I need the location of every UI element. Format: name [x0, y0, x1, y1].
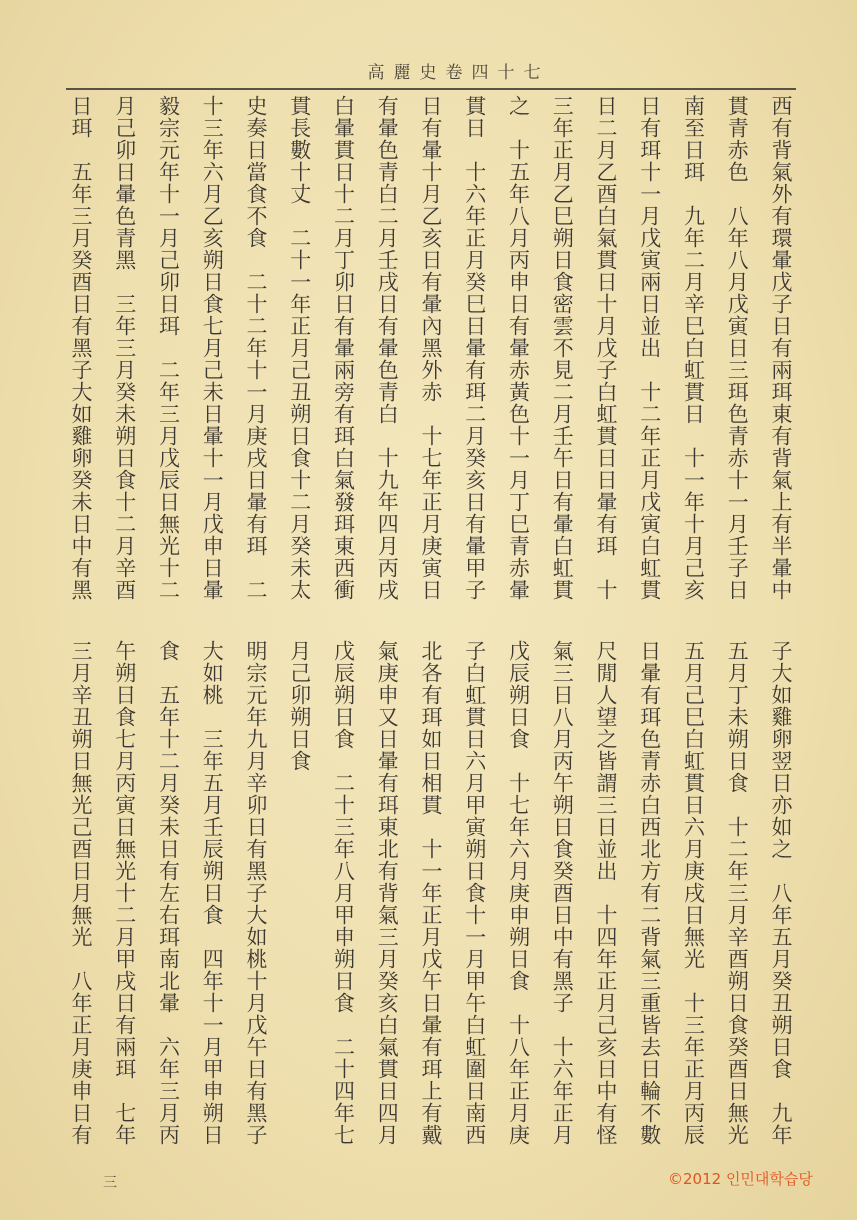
text-column: 白暈貫日十二月丁卯日有暈兩旁有珥白氣發珥東西衝: [331, 95, 356, 601]
text-column: 子白虹貫日六月甲寅朔日食十一月甲午白虹圍日南西: [462, 640, 487, 1146]
text-column: 子大如雞卵翌日亦如之 八年五月癸丑朔日食 九年: [769, 640, 793, 1146]
text-column: 戊辰朔日食 二十三年八月甲申朔日食 二十四年七: [331, 640, 356, 1146]
text-column: 大如桃 三年五月壬辰朔日食 四年十一月甲申朔日: [200, 640, 225, 1146]
text-column: 尺閒人望之皆謂三日並出 十四年正月己亥日中有怪: [594, 640, 618, 1146]
text-column: 月己卯日暈色青黑 三年三月癸未朔日食十二月辛酉: [112, 95, 137, 601]
text-column: 食 五年十二月癸未日有左右珥南北暈 六年三月丙: [156, 640, 181, 1146]
text-column: 日珥 五年三月癸酉日有黑子大如雞卵癸未日中有黑: [69, 95, 93, 601]
text-column: 貫青赤色 八年八月戊寅日三珥色青赤十一月壬子日: [725, 95, 750, 601]
text-column: 五月丁未朔日食 十二年三月辛酉朔日食癸酉日無光: [725, 640, 750, 1146]
text-column: 月己卯朔日食: [287, 640, 312, 772]
text-column: 午朔日食七月丙寅日無光十二月甲戌日有兩珥 七年: [112, 640, 137, 1146]
text-column: 貫長數十丈 二十一年正月己丑朔日食十二月癸未太: [287, 95, 312, 601]
text-block-bottom: [66, 640, 796, 1150]
text-column: 日有暈十月乙亥日有暈內黑外赤 十七年正月庚寅日: [419, 95, 443, 601]
text-column: 五月己巳白虹貫日六月庚戌日無光 十三年正月丙辰: [681, 640, 706, 1146]
text-column: 西有背氣外有環暈戊子日有兩珥東有背氣上有半暈中: [769, 95, 793, 601]
page-header: [0, 58, 857, 83]
text-column: 貫日 十六年正月癸巳日暈有珥二月癸亥日有暈甲子: [462, 95, 487, 601]
page-number: 三: [103, 1175, 117, 1191]
text-column: 日有珥十一月戊寅兩日並出 十二年正月戊寅白虹貫: [637, 95, 662, 601]
text-column: 史奏日當食不食 二十二年十一月庚戌日暈有珥 二: [244, 95, 268, 601]
text-column: 日暈有珥色青赤白西北方有二背氣三重皆去日輪不數: [637, 640, 662, 1146]
text-column: 南至日珥 九年二月辛巳白虹貫日 十一年十月己亥: [681, 95, 706, 601]
running-title: 高麗史卷四十七: [367, 63, 550, 83]
text-column: 日二月乙酉白氣貫日十月戊子白虹貫日日暈有珥 十: [594, 95, 618, 601]
text-column: 明宗元年九月辛卯日有黑子大如桃十月戊午日有黑子: [244, 640, 268, 1146]
text-column: 有暈色青白二月壬戌日有暈色青白 十九年四月丙戌: [375, 95, 400, 601]
text-column: 十三年六月乙亥朔日食七月己未日暈十一月戊申日暈: [200, 95, 225, 601]
text-column: 戊辰朔日食 十七年六月庚申朔日食 十八年正月庚: [506, 640, 531, 1146]
text-column: 三月辛丑朔日無光己酉日月無光 八年正月庚申日有: [69, 640, 93, 1146]
text-column: 北各有珥如日相貫 十一年正月戊午日暈有珥上有戴: [419, 640, 443, 1146]
text-column: 三年正月乙巳朔日食密雲不見二月壬午日有暈白虹貫: [550, 95, 575, 601]
header-rule: [66, 88, 796, 90]
copyright-credit: ©2012 인민대학습당: [668, 1170, 813, 1188]
text-column: 氣庚申又日暈有珥東北有背氣三月癸亥白氣貫日四月: [375, 640, 400, 1146]
text-column: 氣三日八月丙午朔日食癸酉日中有黑子 十六年正月: [550, 640, 575, 1146]
text-column: 毅宗元年十一月己卯日珥 二年三月戊辰日無光十二: [156, 95, 181, 601]
text-block-top: [66, 95, 796, 605]
text-column: 之 十五年八月丙申日有暈赤黃色十一月丁巳青赤暈: [506, 95, 531, 601]
